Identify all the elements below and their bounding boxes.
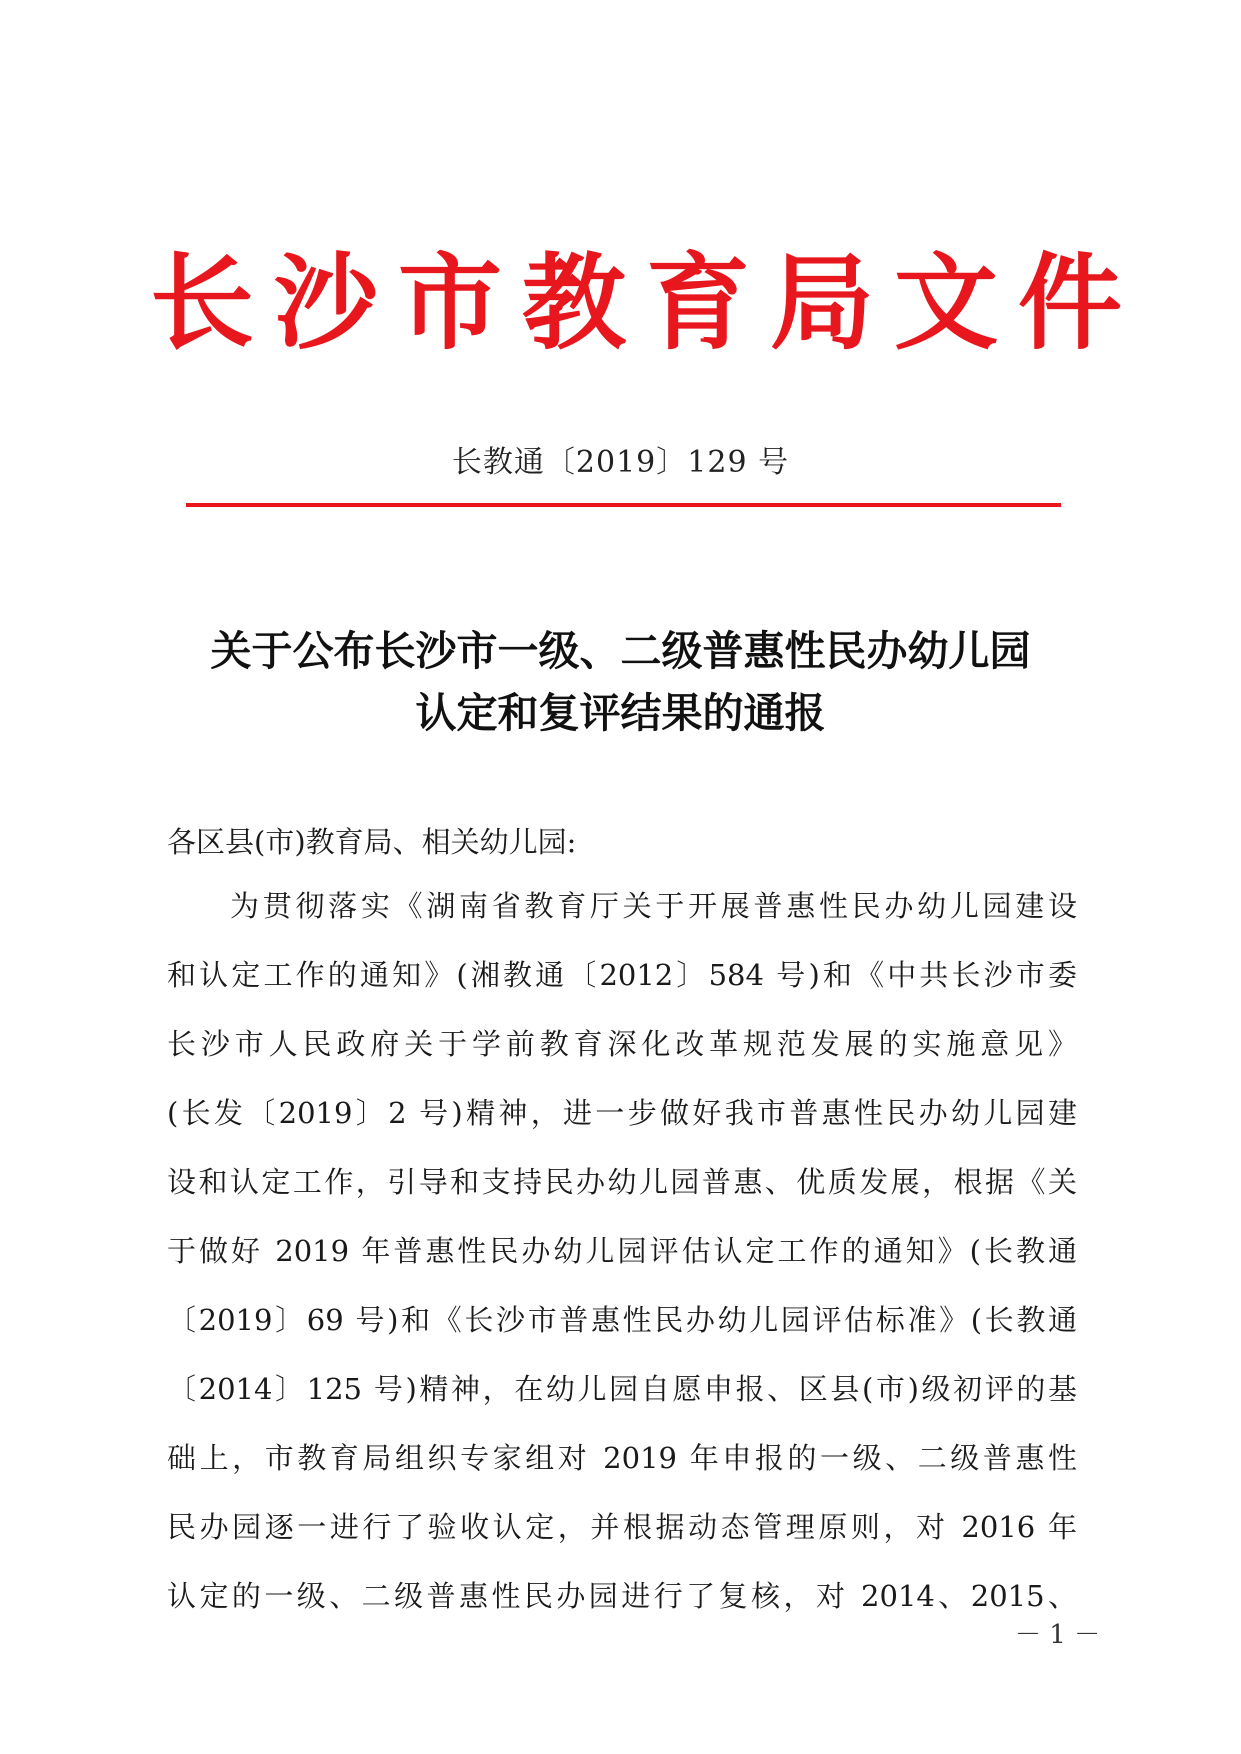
body-line: 〔2019〕69 号)和《长沙市普惠性民办幼儿园评估标准》(长教通 — [167, 1303, 1077, 1337]
body-paragraph — [167, 886, 1077, 1645]
body-line: 长沙市人民政府关于学前教育深化改革规范发展的实施意见》 — [167, 1027, 1077, 1061]
body-line: 民办园逐一进行了验收认定，并根据动态管理原则，对 2016 年 — [167, 1510, 1077, 1544]
red-divider-rule — [186, 503, 1061, 507]
title-line-2: 认定和复评结果的通报 — [415, 689, 826, 737]
document-title — [140, 620, 1101, 744]
body-line: 为贯彻落实《湖南省教育厅关于开展普惠性民办幼儿园建设 — [230, 889, 1077, 923]
body-line: 设和认定工作，引导和支持民办幼儿园普惠、优质发展，根据《关 — [167, 1165, 1077, 1199]
page-number: － 1 － — [1015, 1620, 1101, 1650]
body-line: 〔2014〕125 号)精神，在幼儿园自愿申报、区县(市)级初评的基 — [167, 1372, 1077, 1406]
salutation: 各区县(市)教育局、相关幼儿园: — [167, 825, 577, 859]
body-line: (长发〔2019〕2 号)精神，进一步做好我市普惠性民办幼儿园建 — [167, 1096, 1077, 1130]
body-line: 认定的一级、二级普惠性民办园进行了复核，对 2014、2015、 — [167, 1579, 1077, 1613]
document-number: 长教通〔2019〕129 号 — [451, 445, 790, 480]
body-line: 于做好 2019 年普惠性民办幼儿园评估认定工作的通知》(长教通 — [167, 1234, 1077, 1268]
body-line: 和认定工作的通知》(湘教通〔2012〕584 号)和《中共长沙市委 — [167, 958, 1077, 992]
document-masthead: 长沙市教育局文件 — [150, 241, 1143, 364]
body-line: 础上，市教育局组织专家组对 2019 年申报的一级、二级普惠性 — [167, 1441, 1077, 1475]
title-line-1: 关于公布长沙市一级、二级普惠性民办幼儿园 — [210, 627, 1031, 675]
